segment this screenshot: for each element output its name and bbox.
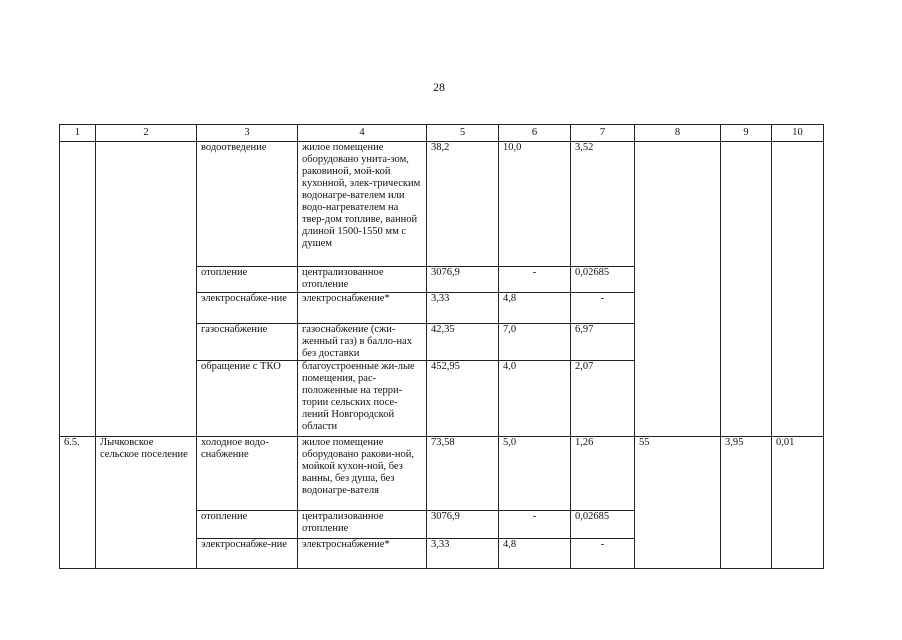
value-cell: 38,2 bbox=[427, 142, 499, 267]
col-header: 5 bbox=[427, 125, 499, 142]
value-cell: 7,0 bbox=[499, 324, 571, 361]
service-cell: электроснабже-ние bbox=[197, 539, 298, 569]
service-cell: электроснабже-ние bbox=[197, 293, 298, 324]
value-cell: - bbox=[571, 293, 635, 324]
col-header: 3 bbox=[197, 125, 298, 142]
col-header: 2 bbox=[96, 125, 197, 142]
value-cell: 3,33 bbox=[427, 293, 499, 324]
value-cell: 6,97 bbox=[571, 324, 635, 361]
value-cell: 55 bbox=[635, 437, 721, 569]
value-cell: 452,95 bbox=[427, 361, 499, 437]
value-cell: 4,8 bbox=[499, 539, 571, 569]
description-cell: благоустроенные жи-лые помещения, рас-положенные на терри-тории сельских посе-лений Новгородской области bbox=[298, 361, 427, 437]
cell-empty bbox=[772, 142, 824, 437]
service-cell: холодное водо-снабжение bbox=[197, 437, 298, 511]
service-cell: отопление bbox=[197, 267, 298, 293]
description-cell: жилое помещение оборудовано унита-зом, раковиной, мой-кой кухонной, элек-трическим водонагре-вателем или водо-нагревателем на твер-дом топливе, ванной длиной 1500-1550 мм с душем bbox=[298, 142, 427, 267]
value-cell: 0,01 bbox=[772, 437, 824, 569]
value-cell: 1,26 bbox=[571, 437, 635, 511]
col-header: 4 bbox=[298, 125, 427, 142]
value-cell: - bbox=[499, 267, 571, 293]
value-cell: 73,58 bbox=[427, 437, 499, 511]
value-cell: 42,35 bbox=[427, 324, 499, 361]
col-header: 8 bbox=[635, 125, 721, 142]
value-cell: 3076,9 bbox=[427, 267, 499, 293]
description-cell: централизованное отопление bbox=[298, 511, 427, 539]
col-header: 9 bbox=[721, 125, 772, 142]
col-header: 7 bbox=[571, 125, 635, 142]
service-cell: отопление bbox=[197, 511, 298, 539]
description-cell: электроснабжение* bbox=[298, 293, 427, 324]
description-cell: электроснабжение* bbox=[298, 539, 427, 569]
page-number: 28 bbox=[433, 80, 445, 94]
table-row bbox=[60, 142, 824, 267]
description-cell: жилое помещение оборудовано ракови-ной, мойкой кухон-ной, без ванны, без душа, без водонагре-вателя bbox=[298, 437, 427, 511]
value-cell: 4,0 bbox=[499, 361, 571, 437]
value-cell: 0,02685 bbox=[571, 267, 635, 293]
value-cell: - bbox=[571, 539, 635, 569]
value-cell: 2,07 bbox=[571, 361, 635, 437]
table-row bbox=[60, 437, 824, 511]
service-cell: водоотведение bbox=[197, 142, 298, 267]
value-cell: 3,52 bbox=[571, 142, 635, 267]
settlement-name: Лычковское сельское поселение bbox=[96, 437, 197, 569]
value-cell: 10,0 bbox=[499, 142, 571, 267]
value-cell: 5,0 bbox=[499, 437, 571, 511]
value-cell: 3,95 bbox=[721, 437, 772, 569]
section-number: 6.5. bbox=[60, 437, 96, 569]
value-cell: 3076,9 bbox=[427, 511, 499, 539]
cell-empty bbox=[60, 142, 96, 437]
value-cell: - bbox=[499, 511, 571, 539]
value-cell: 4,8 bbox=[499, 293, 571, 324]
cell-empty bbox=[96, 142, 197, 437]
description-cell: централизованное отопление bbox=[298, 267, 427, 293]
cell-empty bbox=[721, 142, 772, 437]
cell-empty bbox=[635, 142, 721, 437]
value-cell: 3,33 bbox=[427, 539, 499, 569]
value-cell: 0,02685 bbox=[571, 511, 635, 539]
description-cell: газоснабжение (сжи-женный газ) в балло-нах без доставки bbox=[298, 324, 427, 361]
header-row bbox=[60, 125, 824, 142]
col-header: 10 bbox=[772, 125, 824, 142]
col-header: 1 bbox=[60, 125, 96, 142]
service-cell: газоснабжение bbox=[197, 324, 298, 361]
tariff-table bbox=[59, 124, 824, 569]
col-header: 6 bbox=[499, 125, 571, 142]
service-cell: обращение с ТКО bbox=[197, 361, 298, 437]
